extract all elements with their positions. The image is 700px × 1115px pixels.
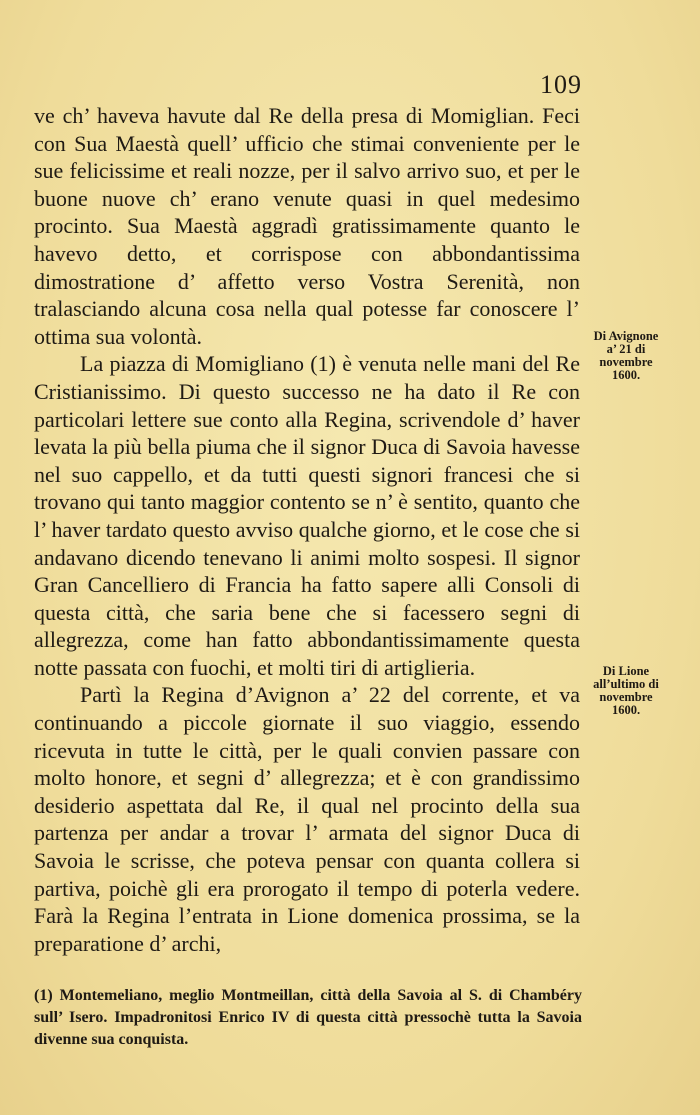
- footnote: (1) Montemeliano, meglio Montmeillan, città della Savoia al S. di Chambéry sull’ Isero. Impadronitosi Enrico IV di questa città pressochè tutta la Savoia divenne sua conquista.: [34, 987, 582, 1048]
- paragraph-2: La piazza di Momigliano (1) è venuta nelle mani del Re Cristianissimo. Di questo successo ne ha dato il Re con particolari lettere sue conto alla Regina, scrivendole d’ haver levata la più bella piuma che il signor Duca di Savoia havesse nel suo cappello, et da tutti questi signori francesi che si trovano qui tanto maggior contento se n’ è sentito, quanto che l’ haver tardato questo avviso qualche giorno, et le cose che si andavano dicendo tenevano li animi molto sospesi. Il signor Gran Cancelliero di Francia ha fatto sapere alli Consoli di questa città, che saria bene che si facessero segni di allegrezza, come han fatto abbondantissimamente questa notte passata con fuochi, et molti tiri di artiglieria.: [34, 351, 580, 680]
- margin-note-lione: Di Lione all’ultimo di novembre 1600.: [593, 664, 659, 717]
- page-number: 109: [540, 70, 582, 99]
- paragraph-3: Partì la Regina d’Avignon a’ 22 del corrente, et va continuando a piccole giornate il suo viaggio, essendo ricevuta in tutte le città, per le quali convien passare con molto honore, et segni d’ allegrezza; et è con grandissimo desiderio aspettata dal Re, il qual nel procinto della sua partenza per andar a trovar l’ armata del signor Duca di Savoia le scrisse, che poteva pensar con quanta collera si partiva, poichè gli era prorogato il tempo di poterla vedere. Farà la Regina l’entrata in Lione domenica prossima, se la preparatione d’ archi,: [34, 682, 580, 956]
- margin-note-avignon: Di Avignone a’ 21 di novembre 1600.: [593, 329, 659, 382]
- paragraph-1: ve ch’ haveva havute dal Re della presa di Momiglian. Feci con Sua Maestà quell’ ufficio che stimai conveniente per le sue felicissime et reali nozze, per il salvo arrivo suo, et per le buone nuove ch’ erano venute quasi in quel medesimo procinto. Sua Maestà aggradì gratissimamente quanto le havevo detto, et corrispose con abbondantissima dimostratione d’ affetto verso Vostra Serenità, non tralasciando alcuna cosa nella qual potesse far conoscere l’ ottima sua volontà.: [34, 103, 580, 349]
- body-text: [34, 102, 580, 957]
